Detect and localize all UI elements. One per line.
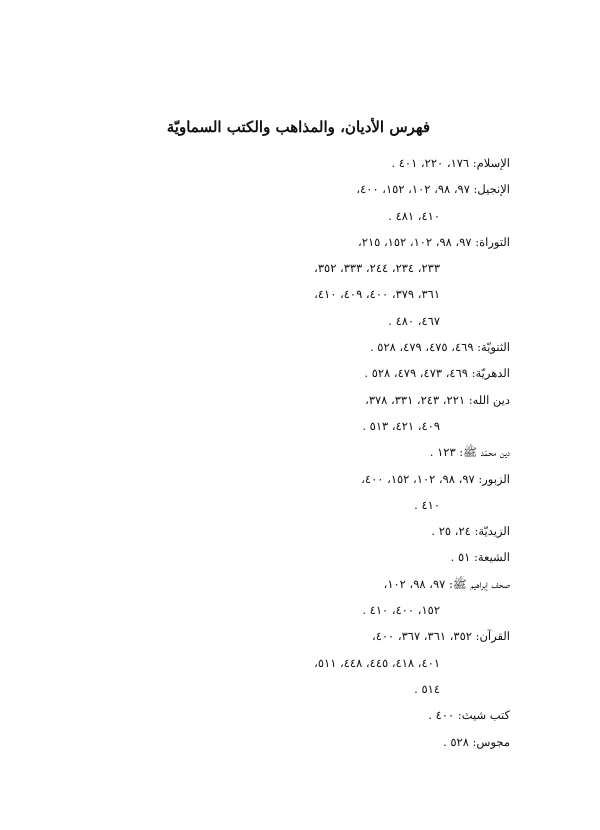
entry-continuation-line: ٣٦١، ٣٧٩، ٤٠٠، ٤٠٩، ٤١٠،: [314, 287, 440, 302]
index-entry: [300, 176, 510, 229]
entry-line: الثنويّة: ٤٦٩، ٤٧٥، ٤٧٩، ٥٢٨ .: [369, 340, 510, 355]
index-entry: [300, 334, 510, 360]
entry-line: الإنجيل: ٩٧، ٩٨، ١٠٢، ١٥٢، ٤٠٠،: [356, 182, 510, 197]
entry-continuation-line: ٤١٠، ٤٨١ .: [388, 208, 440, 223]
index-entry: [300, 466, 510, 519]
index-entry: [300, 571, 510, 624]
index-entry: [300, 360, 510, 386]
entry-continuation-line: ٤١٠ .: [414, 497, 440, 512]
entry-line: القرآن: ٣٥٢، ٣٦١، ٣٦٧، ٤٠٠،: [371, 629, 510, 644]
entry-line: صحف إبراهيم ﷺ: ٩٧، ٩٨، ١٠٢،: [383, 576, 510, 591]
entry-line: دين محمّد ﷺ: ١٢٣ .: [429, 445, 510, 460]
entry-line: الإسلام: ١٧٦، ٢٢٠، ٤٠١ .: [391, 156, 510, 170]
entry-line: الدهريّة: ٤٦٩، ٤٧٣، ٤٧٩، ٥٢٨ .: [364, 366, 510, 381]
index-entry: [300, 702, 510, 728]
entry-continuation-line: ٤٦٧، ٤٨٠ .: [388, 313, 440, 328]
index-entries: [300, 150, 510, 755]
index-entry: [300, 518, 510, 544]
index-entry: [300, 387, 510, 440]
index-entry: [300, 544, 510, 570]
entry-line: الزبور: ٩٧، ٩٨، ١٠٢، ١٥٢، ٤٠٠،: [361, 471, 510, 486]
entry-line: التوراة: ٩٧، ٩٨، ١٠٢، ١٥٢، ٢١٥،: [358, 234, 510, 249]
index-entry: [300, 150, 510, 176]
index-entry: [300, 729, 510, 755]
entry-line: الزيديّة: ٢٤، ٢٥ .: [431, 524, 510, 539]
index-entry: [300, 439, 510, 465]
entry-continuation-line: ٥١٤ .: [414, 681, 440, 696]
entry-continuation-line: ٢٣٣، ٢٣٤، ٢٤٤، ٣٣٣، ٣٥٢،: [314, 261, 440, 276]
index-entry: [300, 623, 510, 702]
page-title: فهرس الأديان، والمذاهب والكتب السماويّة: [166, 118, 430, 136]
entry-continuation-line: ٤٠٩، ٤٢١، ٥١٣ .: [362, 418, 440, 433]
entry-line: مجوس: ٥٢٨ .: [443, 734, 510, 749]
index-entry: [300, 229, 510, 334]
entry-continuation-line: ١٥٢، ٤٠٠، ٤١٠ .: [362, 603, 440, 618]
entry-line: كتب شيث: ٤٠٠ .: [428, 708, 510, 723]
entry-continuation-line: ٤٠١، ٤١٨، ٤٤٥، ٤٤٨، ٥١١،: [314, 655, 440, 670]
entry-line: دين الله: ٢٢١، ٢٤٣، ٣٣١، ٣٧٨،: [365, 392, 510, 407]
entry-line: الشيعة: ٥١ .: [450, 550, 510, 565]
